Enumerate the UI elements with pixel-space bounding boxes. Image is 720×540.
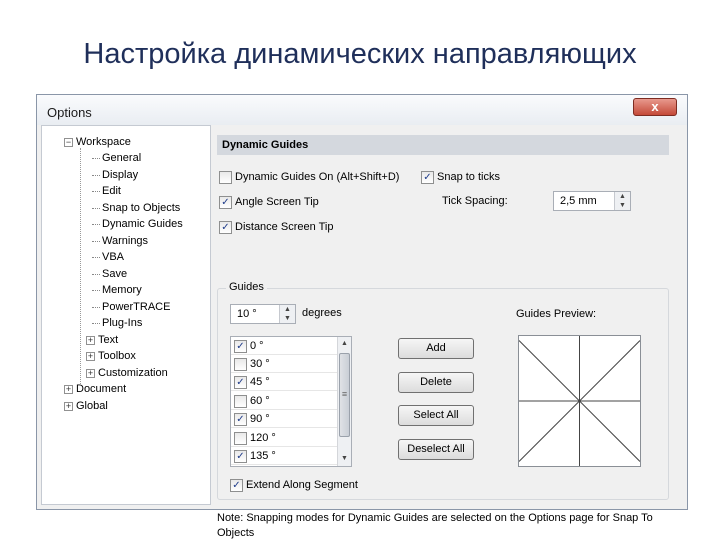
expand-icon[interactable]: + [87, 334, 94, 345]
tree-item-dynamic-guides[interactable] [92, 216, 183, 232]
tree-item-label: Snap to Objects [102, 202, 181, 214]
check-icon[interactable]: ✓ [421, 171, 434, 184]
checkbox-label: Snap to ticks [437, 171, 500, 184]
tree-item-label: Memory [102, 284, 142, 296]
options-dialog [36, 94, 688, 539]
tree-item-edit[interactable] [92, 183, 121, 199]
arrow-down-icon[interactable]: ▼ [341, 455, 348, 462]
guides-group [217, 281, 669, 500]
grip-icon: ≡ [341, 389, 348, 399]
close-button[interactable] [633, 98, 677, 116]
dynamic-guides-on-checkbox[interactable] [219, 170, 399, 184]
tree-item-label: VBA [102, 251, 125, 263]
guides-preview-graphic [519, 336, 640, 466]
tree-item-label: Warnings [102, 235, 149, 247]
tick-spacing-value: 2,5 mm [560, 195, 597, 207]
tick-spacing-label: Tick Spacing: [442, 195, 508, 207]
tree-item-global[interactable] [64, 398, 108, 414]
tree-item-toolbox[interactable] [86, 348, 136, 364]
tree-item-document[interactable] [64, 381, 126, 397]
tree-item-label: Workspace [76, 136, 131, 148]
check-icon[interactable]: ✓ [234, 340, 247, 353]
list-item[interactable] [231, 392, 339, 410]
close-icon: x [651, 99, 659, 114]
tree-item-plug-ins[interactable] [92, 315, 142, 331]
tree-item-label: PowerTRACE [102, 301, 171, 313]
degrees-label: degrees [302, 307, 342, 319]
panel-header: Dynamic Guides [217, 135, 669, 155]
tree-item-snap-to-objects[interactable] [92, 200, 180, 216]
guides-preview-label: Guides Preview: [516, 308, 597, 320]
expand-icon[interactable]: + [87, 367, 94, 378]
list-item[interactable] [231, 373, 339, 391]
tree-item-customization[interactable] [86, 365, 168, 381]
expand-icon[interactable]: + [65, 400, 72, 411]
list-item-label: 60 ° [250, 395, 270, 408]
tree-item-label: General [102, 152, 142, 164]
list-item[interactable] [231, 355, 339, 373]
tree-item-label: Edit [102, 185, 121, 197]
arrow-down-icon[interactable]: ▼ [284, 315, 291, 322]
angle-screen-tip-checkbox[interactable] [219, 195, 319, 209]
check-icon[interactable]: ✓ [230, 479, 243, 492]
arrow-up-icon[interactable]: ▲ [619, 193, 626, 200]
checkbox-box[interactable] [219, 171, 232, 184]
checkbox-box[interactable] [234, 395, 247, 408]
arrow-down-icon[interactable]: ▼ [619, 202, 626, 209]
tree-item-label: Document [76, 383, 127, 395]
check-icon[interactable]: ✓ [219, 221, 232, 234]
checkbox-label: Angle Screen Tip [235, 196, 319, 209]
dynamic-guides-panel [217, 135, 669, 539]
list-item-label: 0 ° [250, 340, 264, 353]
expand-icon[interactable]: + [87, 350, 94, 361]
window-title: Options [47, 105, 92, 120]
slide-title: Настройка динамических направляющих [83, 38, 637, 70]
snapping-note: Note: Snapping modes for Dynamic Guides are selected on the Options page for Snap To Objects [217, 512, 653, 539]
tree-item-powertrace[interactable] [92, 299, 170, 315]
checkbox-label: Extend Along Segment [246, 479, 358, 492]
delete-button[interactable]: Delete [398, 372, 474, 393]
scrollbar-thumb[interactable] [339, 353, 350, 437]
angle-value: 10 ° [237, 308, 257, 320]
list-item[interactable] [231, 429, 339, 447]
tree-item-label: Toolbox [98, 350, 136, 362]
list-item[interactable] [231, 447, 339, 465]
guides-group-title: Guides [226, 281, 267, 293]
extend-along-segment-checkbox[interactable] [230, 478, 358, 492]
snap-to-ticks-checkbox[interactable] [421, 170, 500, 184]
list-item-label: 90 ° [250, 413, 270, 426]
check-icon[interactable]: ✓ [234, 450, 247, 463]
list-item[interactable] [231, 410, 339, 428]
checkbox-label: Distance Screen Tip [235, 221, 334, 234]
expand-icon[interactable]: + [65, 383, 72, 394]
angle-input[interactable] [230, 304, 296, 324]
tree-item-workspace[interactable] [64, 134, 131, 150]
tree-item-label: Global [76, 400, 108, 412]
tree-item-label: Text [98, 334, 119, 346]
deselect-all-button[interactable]: Deselect All [398, 439, 474, 460]
tree-item-text[interactable] [86, 332, 118, 348]
check-icon[interactable]: ✓ [234, 413, 247, 426]
checkbox-box[interactable] [234, 358, 247, 371]
add-button[interactable]: Add [398, 338, 474, 359]
check-icon[interactable]: ✓ [219, 196, 232, 209]
tree-item-label: Save [102, 268, 128, 280]
tree-item-vba[interactable] [92, 249, 124, 265]
checkbox-label: Dynamic Guides On (Alt+Shift+D) [235, 171, 400, 184]
select-all-button[interactable]: Select All [398, 405, 474, 426]
list-item-label: 120 ° [250, 432, 276, 445]
tree-guide-line [80, 148, 81, 384]
list-item-label: 135 ° [250, 450, 276, 463]
list-item-label: 30 ° [250, 358, 270, 371]
arrow-up-icon[interactable]: ▲ [341, 340, 348, 347]
angle-list[interactable] [230, 336, 352, 467]
arrow-up-icon[interactable]: ▲ [284, 306, 291, 313]
tree-item-general[interactable] [92, 150, 141, 166]
tree-item-label: Plug-Ins [102, 317, 143, 329]
tree-item-memory[interactable] [92, 282, 142, 298]
check-icon[interactable]: ✓ [234, 376, 247, 389]
tree-item-save[interactable] [92, 266, 127, 282]
guides-preview [518, 335, 641, 467]
tree-item-label: Dynamic Guides [102, 218, 183, 230]
tree-item-warnings[interactable] [92, 233, 148, 249]
list-item-label: 45 ° [250, 376, 270, 389]
tree-item-display[interactable] [92, 167, 138, 183]
tick-spacing-input[interactable] [553, 191, 631, 211]
collapse-icon[interactable]: − [65, 136, 72, 147]
distance-screen-tip-checkbox[interactable] [219, 220, 333, 234]
list-item[interactable] [231, 337, 339, 355]
tick-spacing-spinner[interactable] [614, 192, 630, 210]
tree-item-label: Customization [98, 367, 168, 379]
tree-item-label: Display [102, 169, 139, 181]
angle-spinner[interactable] [279, 305, 295, 323]
angle-list-scrollbar[interactable] [337, 337, 351, 466]
checkbox-box[interactable] [234, 432, 247, 445]
title-bar[interactable] [37, 95, 687, 125]
options-tree[interactable] [41, 125, 211, 505]
